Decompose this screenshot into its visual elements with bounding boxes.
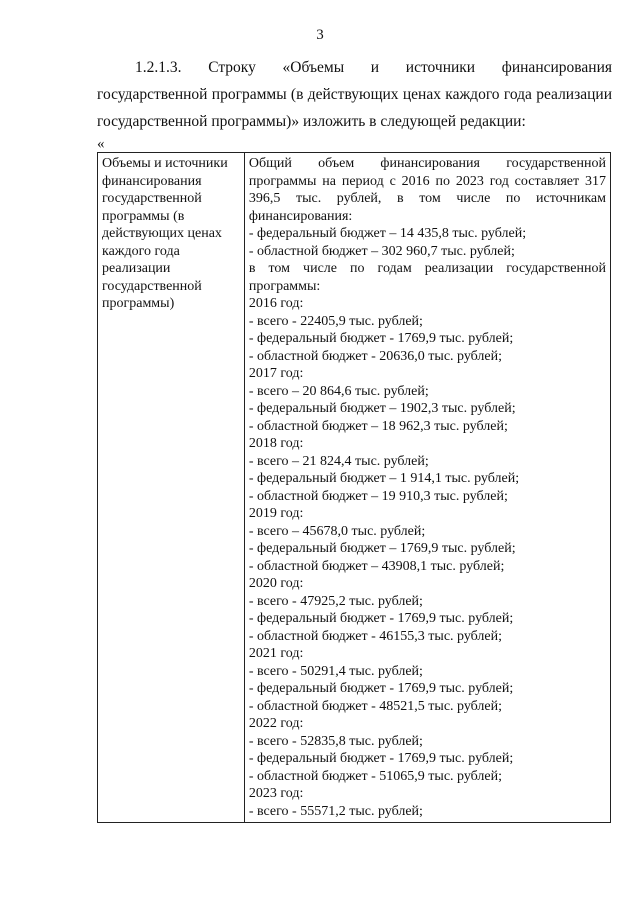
year-heading: 2023 год: [248,786,304,801]
year-regional-line: - областной бюджет – 19 910,3 тыс. рублей; [248,488,508,504]
source-federal-line: - федеральный бюджет – 14 435,8 тыс. рублей; [248,226,527,241]
year-federal-line: - федеральный бюджет – 1902,3 тыс. рублей; [248,401,516,416]
year-total-line: - всего - 55571,2 тыс. рублей; [248,803,423,819]
source-regional-line: - областной бюджет – 302 960,7 тыс. рублей; [248,243,515,259]
year-federal-line: - федеральный бюджет - 1769,9 тыс. рублей; [248,681,514,696]
year-regional-line: - областной бюджет - 46155,3 тыс. рублей; [248,628,503,644]
year-heading: 2018 год: [248,436,304,451]
year-total-line: - всего – 21 824,4 тыс. рублей; [248,453,429,469]
year-heading: 2016 год: [248,296,304,311]
year-total-line: - всего - 52835,8 тыс. рублей; [248,733,423,749]
year-total-line: - всего - 47925,2 тыс. рублей; [248,593,423,609]
year-heading: 2019 год: [248,506,304,521]
year-regional-line: - областной бюджет - 48521,5 тыс. рублей; [248,698,503,714]
table-row [98,153,611,823]
year-heading: 2021 год: [248,646,304,661]
year-federal-line: - федеральный бюджет - 1769,9 тыс. рублей; [248,611,514,626]
row-label-cell [98,153,245,823]
program-funding-table [97,152,611,823]
year-regional-line: - областной бюджет - 20636,0 тыс. рублей; [248,348,503,364]
row-label-text: Объемы и источники финансирования государственной программы (в действующих ценах каждого года реализации государственной программы) [102,156,228,311]
year-total-line: - всего - 22405,9 тыс. рублей; [248,313,423,329]
year-heading: 2022 год: [248,716,304,731]
opening-quote-mark: « [97,136,105,152]
year-regional-line: - областной бюджет – 18 962,3 тыс. рублей; [248,418,508,434]
row-value-cell [244,153,610,823]
page-number: 3 [316,27,324,43]
year-regional-line: - областной бюджет – 43908,1 тыс. рублей; [248,558,505,574]
intro-paragraph: 1.2.1.3. Строку «Объемы и источники финансирования государственной программы (в действующих ценах каждого года реализации государственной программы)» изложить в следующей редакции: [97,59,612,130]
year-federal-line: - федеральный бюджет – 1769,9 тыс. рублей; [248,541,516,556]
year-total-line: - всего – 45678,0 тыс. рублей; [248,523,426,539]
year-federal-line: - федеральный бюджет - 1769,9 тыс. рублей; [248,331,514,346]
year-total-line: - всего – 20 864,6 тыс. рублей; [248,383,429,399]
by-years-intro: в том числе по годам реализации государственной программы: [248,261,606,294]
year-federal-line: - федеральный бюджет - 1769,9 тыс. рублей; [248,751,514,766]
year-heading: 2020 год: [248,576,304,591]
year-federal-line: - федеральный бюджет – 1 914,1 тыс. рублей; [248,471,520,486]
year-heading: 2017 год: [248,366,304,381]
funding-summary: Общий объем финансирования государственной программы на период с 2016 по 2023 год составляет 317 396,5 тыс. рублей, в том числе по источникам финансирования: [248,156,606,224]
year-total-line: - всего - 50291,4 тыс. рублей; [248,663,423,679]
year-regional-line: - областной бюджет - 51065,9 тыс. рублей; [248,768,503,784]
